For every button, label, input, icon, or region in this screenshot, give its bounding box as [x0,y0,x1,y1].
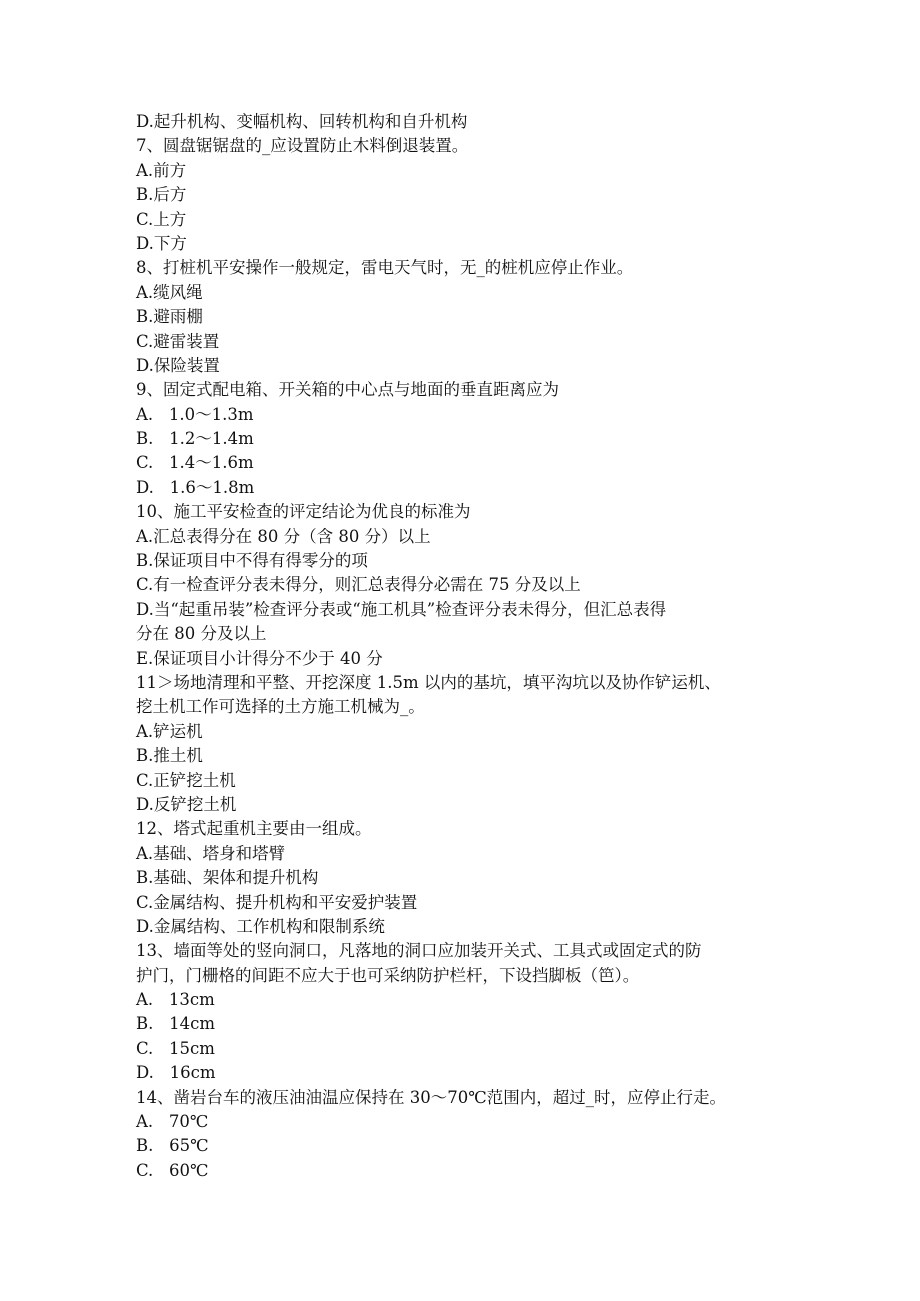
question-11-continued: 挖土机工作可选择的土方施工机械为_。 [136,697,425,717]
option-line: B.后方 [136,185,187,205]
option-line: B.保证项目中不得有得零分的项 [136,551,368,571]
option-line: D. 16cm [136,1063,216,1083]
question-9: 9、固定式配电箱、开关箱的中心点与地面的垂直距离应为 [136,380,559,400]
option-line: B.推土机 [136,746,203,766]
question-13-continued: 护门，门栅格的间距不应大于也可采纳防护栏杆，下设挡脚板（笆）。 [136,965,640,985]
option-line: D.下方 [136,233,187,253]
option-line: A. 13cm [136,990,215,1010]
option-line: E.保证项目小计得分不少于 40 分 [136,648,383,668]
option-line: A.铲运机 [136,721,203,741]
question-8: 8、打桩机平安操作一般规定，雷电天气时，无_的桩机应停止作业。 [136,258,634,278]
option-line-continued: 分在 80 分及以上 [136,624,267,644]
question-14: 14、凿岩台车的液压油油温应保持在 30～70℃范围内，超过_时，应停止行走。 [136,1087,726,1107]
option-line: D.反铲挖土机 [136,794,237,814]
question-10: 10、施工平安检查的评定结论为优良的标准为 [136,502,471,522]
option-line: C.有一检查评分表未得分，则汇总表得分必需在 75 分及以上 [136,575,581,595]
question-12: 12、塔式起重机主要由一组成。 [136,819,372,839]
option-line: C.正铲挖土机 [136,770,236,790]
option-line: C.上方 [136,209,187,229]
option-line: A. 70℃ [136,1112,209,1132]
option-line: C. 15cm [136,1038,215,1058]
option-line: A.前方 [136,160,187,180]
option-line: B. 1.2～1.4m [136,429,254,449]
option-line: C.避雷装置 [136,331,220,351]
question-7: 7、圆盘锯锯盘的_应设置防止木料倒退装置。 [136,136,469,156]
option-line: C. 1.4～1.6m [136,453,254,473]
question-13: 13、墙面等处的竖向洞口，凡落地的洞口应加装开关式、工具式或固定式的防 [136,941,702,961]
option-line: B.避雨棚 [136,307,203,327]
option-line: A.缆风绳 [136,282,203,302]
option-line: C. 60℃ [136,1160,209,1180]
option-line: D.金属结构、工作机构和限制系统 [136,916,385,936]
option-line: B. 65℃ [136,1136,209,1156]
option-line: D.保险装置 [136,355,220,375]
option-line: A.基础、塔身和塔臂 [136,843,286,863]
document-page [136,110,796,1183]
option-line: A. 1.0～1.3m [136,404,254,424]
option-line: D. 1.6～1.8m [136,477,255,497]
text-line: D.起升机构、变幅机构、回转机构和自升机构 [136,112,468,131]
option-line: D.当“起重吊装”检查评分表或“施工机具”检查评分表未得分，但汇总表得 [136,599,667,619]
option-line: B.基础、架体和提升机构 [136,868,319,888]
option-line: B. 14cm [136,1014,215,1034]
option-line: C.金属结构、提升机构和平安爱护装置 [136,892,418,912]
option-line: A.汇总表得分在 80 分（含 80 分）以上 [136,526,431,546]
question-11: 11＞场地清理和平整、开挖深度 1.5m 以内的基坑，填平沟坑以及协作铲运机、 [136,672,721,692]
